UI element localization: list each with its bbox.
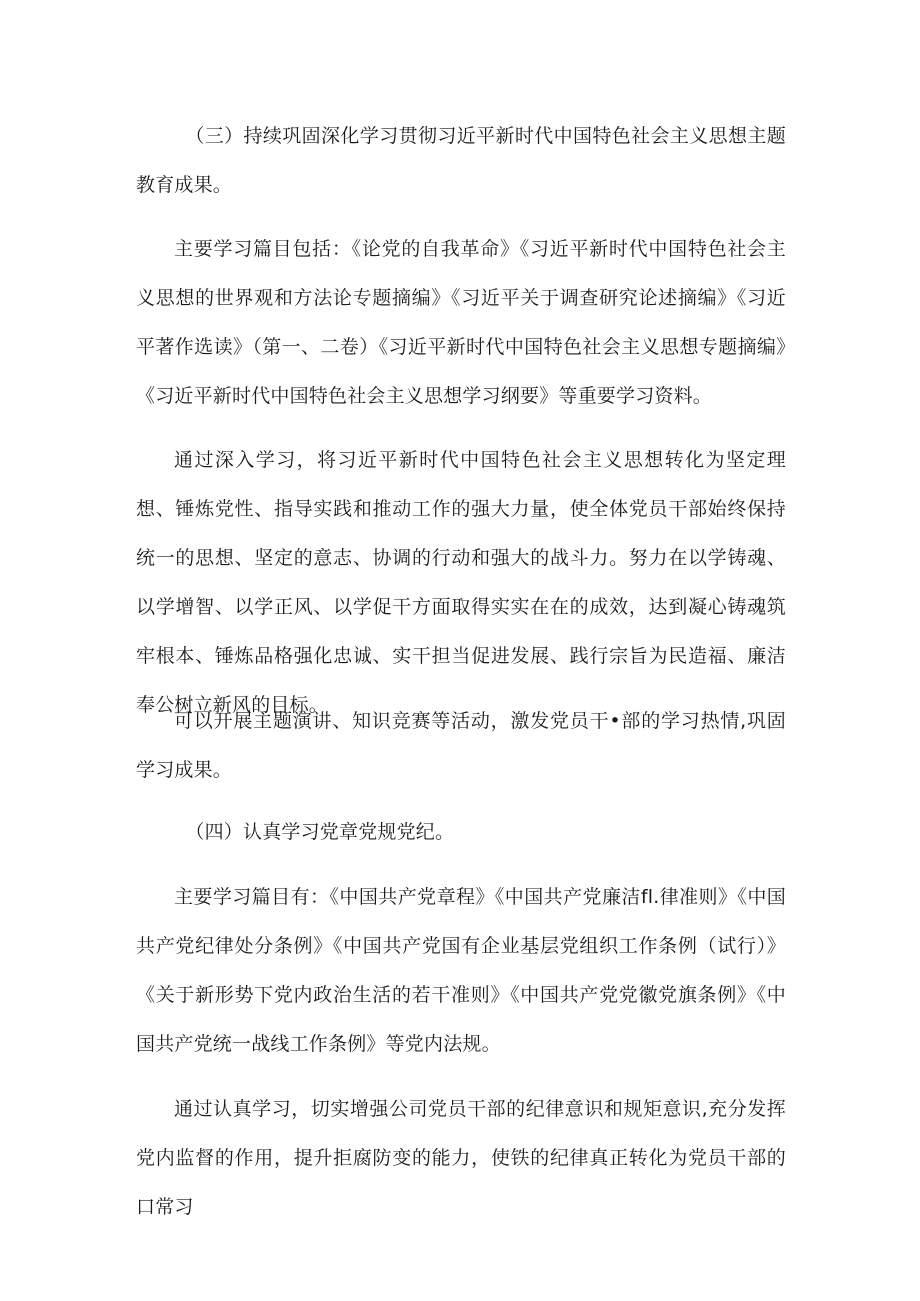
paragraph-regulations-list: 主要学习篇目有：《中国共产党章程》《中国共产党廉洁fl.律准则》《中国共产党纪律处分条例》《中国共产党国有企业基层党组织工作条例（试行）》《关于新形势下党内政治生活的若干准则》《中国共产党党徽党旗条例》《中国共产党统一战线工作条例》等党内法规。 bbox=[136, 886, 786, 1055]
paragraph-study-list: 主要学习篇目包括：《论党的自我革命》《习近平新时代中国特色社会主义思想的世界观和方法论专题摘编》《习近平关于调查研究论述摘编》《习近平著作选读》（第一、二卷）《习近平新时代中国特色社会主义思想专题摘编》《习近平新时代中国特色社会主义思想学习纲要》等重要学习资料。 bbox=[136, 238, 786, 407]
paragraph-activities: 可以开展主题演讲、知识竞赛等活动，激发党员干•部的学习热情,巩固学习成果。 bbox=[136, 710, 786, 781]
paragraph-discipline: 通过认真学习，切实增强公司党员干部的纪律意识和规矩意识,充分发挥党内监督的作用，提升拒腐防变的能力，使铁的纪律真正转化为党员干部的口常习 bbox=[136, 1098, 786, 1218]
paragraph-study-goals: 通过深入学习，将习近平新时代中国特色社会主义思想转化为坚定理想、锤炼党性、指导实践和推动工作的强大力量，使全体党员干部始终保持统一的思想、坚定的意志、协调的行动和强大的战斗力。努力在以学铸魂、以学增智、以学正风、以学促干方面取得实实在在的成效，达到凝心铸魂筑牢根本、锤炼品格强化忠诚、实干担当促进发展、践行宗旨为民造福、廉洁奉公树立新风的目标。 bbox=[136, 449, 786, 716]
section-heading-three: （三）持续巩固深化学习贯彻习近平新时代中国特色社会主义思想主题教育成果。 bbox=[136, 125, 786, 196]
section-heading-four: （四）认真学习党章党规党纪。 bbox=[185, 821, 455, 843]
